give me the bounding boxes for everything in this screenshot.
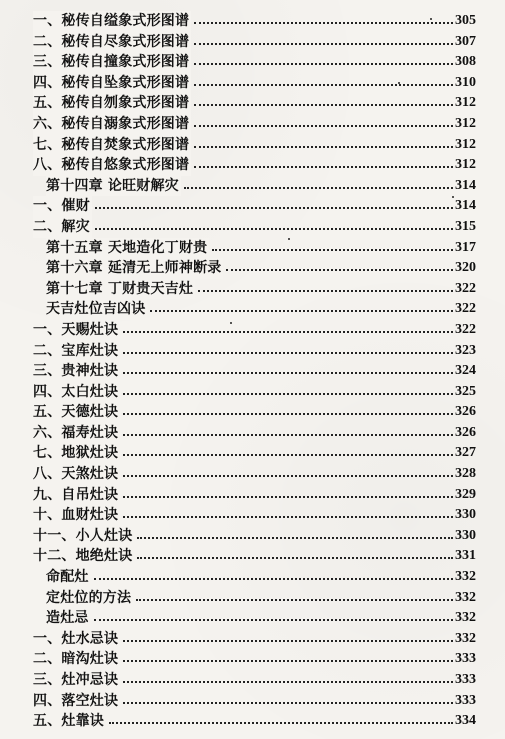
toc-entry-title: 十二、地绝灶诀 bbox=[33, 546, 134, 567]
toc-entry bbox=[0, 567, 505, 588]
toc-leader-dots bbox=[212, 249, 453, 251]
toc-leader-dots bbox=[194, 146, 453, 148]
toc-leader-dots bbox=[194, 166, 453, 168]
toc-page-number: 332 bbox=[455, 630, 476, 646]
toc-page-number: 326 bbox=[455, 404, 476, 420]
print-speck bbox=[398, 82, 400, 84]
toc-page-number: 333 bbox=[455, 692, 476, 708]
toc-page-number: 330 bbox=[455, 527, 476, 543]
toc-entry-title: 四、秘传自坠象式形图谱 bbox=[33, 73, 191, 94]
toc-page-number: 322 bbox=[455, 321, 476, 337]
toc-entry bbox=[0, 608, 505, 629]
toc-entry-title: 四、太白灶诀 bbox=[33, 382, 120, 403]
toc-entry bbox=[0, 52, 505, 73]
toc-entry bbox=[0, 217, 505, 238]
toc-entry bbox=[0, 320, 505, 341]
toc-entry bbox=[0, 176, 505, 197]
toc-entry-title: 四、落空灶诀 bbox=[33, 691, 120, 712]
toc-leader-dots bbox=[123, 352, 453, 354]
toc-leader-dots bbox=[194, 22, 453, 24]
toc-leader-dots bbox=[94, 578, 453, 580]
toc-leader-dots bbox=[123, 475, 453, 477]
toc-entry-title: 三、秘传自撞象式形图谱 bbox=[33, 52, 191, 73]
toc-entry-title: 一、催财 bbox=[33, 196, 92, 217]
toc-leader-dots bbox=[109, 722, 453, 724]
toc-entry bbox=[0, 649, 505, 670]
toc-page-number: 312 bbox=[455, 157, 476, 173]
toc-page-number: 333 bbox=[455, 651, 476, 667]
toc-entry bbox=[0, 238, 505, 259]
toc-entry bbox=[0, 464, 505, 485]
toc-leader-dots bbox=[123, 372, 453, 374]
toc-leader-dots bbox=[123, 660, 453, 662]
table-of-contents bbox=[0, 11, 505, 732]
toc-entry bbox=[0, 135, 505, 156]
toc-entry-title: 定灶位的方法 bbox=[46, 588, 133, 609]
toc-entry-title: 九、自吊灶诀 bbox=[33, 485, 120, 506]
toc-leader-dots bbox=[123, 434, 453, 436]
toc-entry-title: 第十六章 延清无上师神断录 bbox=[46, 258, 223, 279]
toc-leader-dots bbox=[194, 84, 453, 86]
toc-entry-title: 二、宝库灶诀 bbox=[33, 341, 120, 362]
toc-entry bbox=[0, 299, 505, 320]
toc-entry bbox=[0, 114, 505, 135]
toc-leader-dots bbox=[150, 310, 453, 312]
toc-leader-dots bbox=[194, 125, 453, 127]
toc-leader-dots bbox=[137, 537, 453, 539]
toc-leader-dots bbox=[137, 557, 453, 559]
toc-leader-dots bbox=[198, 290, 453, 292]
toc-leader-dots bbox=[123, 681, 453, 683]
toc-page-number: 312 bbox=[455, 115, 476, 131]
toc-entry bbox=[0, 443, 505, 464]
toc-page-number: 333 bbox=[455, 672, 476, 687]
toc-leader-dots bbox=[123, 496, 453, 498]
toc-entry-title: 一、灶水忌诀 bbox=[33, 629, 120, 650]
toc-page-number: 332 bbox=[455, 589, 476, 605]
toc-page-number: 329 bbox=[455, 486, 476, 502]
toc-entry-title: 第十七章 丁财贵天吉灶 bbox=[46, 279, 195, 300]
toc-entry bbox=[0, 629, 505, 650]
toc-page-number: 310 bbox=[455, 74, 476, 90]
print-speck bbox=[430, 18, 432, 20]
toc-leader-dots bbox=[95, 228, 453, 230]
toc-page-number: 325 bbox=[455, 383, 476, 399]
toc-entry bbox=[0, 279, 505, 300]
toc-leader-dots bbox=[194, 104, 453, 106]
toc-entry-title: 五、天德灶诀 bbox=[33, 402, 120, 423]
toc-page-number: 327 bbox=[455, 445, 476, 461]
toc-entry-title: 六、福寿灶诀 bbox=[33, 423, 120, 444]
toc-leader-dots bbox=[123, 702, 453, 704]
toc-page-number: 328 bbox=[455, 466, 476, 482]
toc-entry-title: 天吉灶位吉凶诀 bbox=[46, 299, 147, 320]
toc-entry bbox=[0, 382, 505, 403]
toc-entry bbox=[0, 196, 505, 217]
toc-entry-title: 五、灶靠诀 bbox=[33, 711, 106, 732]
toc-leader-dots bbox=[123, 516, 453, 518]
toc-entry bbox=[0, 505, 505, 526]
toc-page-number: 332 bbox=[455, 569, 476, 585]
toc-entry-title: 二、解灾 bbox=[33, 217, 92, 238]
toc-page-number: 308 bbox=[455, 54, 476, 70]
toc-entry bbox=[0, 423, 505, 444]
toc-entry-title: 第十四章 论旺财解灾 bbox=[46, 176, 181, 197]
toc-entry-title: 七、地狱灶诀 bbox=[33, 443, 120, 464]
toc-entry-title: 五、秘传自刎象式形图谱 bbox=[33, 93, 191, 114]
toc-page-number: 334 bbox=[455, 713, 476, 729]
toc-leader-dots bbox=[123, 393, 453, 395]
toc-page-number: 314 bbox=[455, 198, 476, 214]
toc-page-number: 314 bbox=[455, 177, 476, 193]
toc-leader-dots bbox=[95, 207, 453, 209]
toc-entry bbox=[0, 258, 505, 279]
toc-entry-title: 三、灶冲忌诀 bbox=[33, 670, 120, 691]
toc-entry bbox=[0, 546, 505, 567]
toc-entry bbox=[0, 32, 505, 53]
toc-leader-dots bbox=[123, 413, 453, 415]
toc-page-number: 322 bbox=[455, 280, 476, 296]
toc-page-number: 320 bbox=[455, 260, 476, 276]
toc-entry bbox=[0, 691, 505, 712]
toc-page-number: 330 bbox=[455, 507, 476, 523]
toc-leader-dots bbox=[194, 63, 453, 65]
toc-page-number: 326 bbox=[455, 424, 476, 440]
toc-entry-title: 三、贵神灶诀 bbox=[33, 361, 120, 382]
toc-leader-dots bbox=[194, 43, 453, 45]
toc-entry-title: 七、秘传自焚象式形图谱 bbox=[33, 135, 191, 156]
toc-page-number: 322 bbox=[455, 301, 476, 317]
toc-page-number: 305 bbox=[455, 13, 476, 28]
toc-page-number: 323 bbox=[455, 342, 476, 358]
toc-leader-dots bbox=[136, 599, 453, 601]
toc-leader-dots bbox=[123, 454, 453, 456]
print-speck bbox=[230, 322, 232, 324]
toc-page-number: 331 bbox=[455, 548, 476, 564]
toc-entry-title: 一、天赐灶诀 bbox=[33, 320, 120, 341]
toc-entry-title: 十、血财灶诀 bbox=[33, 505, 120, 526]
toc-entry bbox=[0, 402, 505, 423]
toc-leader-dots bbox=[123, 331, 453, 333]
toc-entry bbox=[0, 361, 505, 382]
toc-entry-title: 命配灶 bbox=[46, 567, 91, 588]
toc-entry bbox=[0, 11, 505, 32]
toc-page-number: 315 bbox=[455, 218, 476, 234]
toc-page-number: 324 bbox=[455, 363, 476, 379]
toc-entry-title: 二、秘传自尽象式形图谱 bbox=[33, 32, 191, 53]
toc-entry bbox=[0, 588, 505, 609]
toc-entry bbox=[0, 155, 505, 176]
toc-entry bbox=[0, 485, 505, 506]
toc-entry bbox=[0, 670, 505, 691]
toc-page-number: 312 bbox=[455, 136, 476, 152]
toc-entry-title: 第十五章 天地造化丁财贵 bbox=[46, 238, 209, 259]
toc-entry-title: 八、秘传自悠象式形图谱 bbox=[33, 155, 191, 176]
toc-entry bbox=[0, 73, 505, 94]
toc-entry bbox=[0, 526, 505, 547]
toc-entry bbox=[0, 93, 505, 114]
toc-entry-title: 八、天煞灶诀 bbox=[33, 464, 120, 485]
toc-page-number: 317 bbox=[455, 239, 476, 255]
toc-entry bbox=[0, 711, 505, 732]
print-speck bbox=[288, 238, 290, 240]
toc-page-number: 332 bbox=[455, 610, 476, 626]
toc-leader-dots bbox=[184, 187, 453, 189]
toc-entry-title: 一、秘传自缢象式形图谱 bbox=[33, 11, 191, 32]
toc-entry-title: 六、秘传自溺象式形图谱 bbox=[33, 114, 191, 135]
print-speck bbox=[452, 196, 454, 198]
toc-entry-title: 十一、小人灶诀 bbox=[33, 526, 134, 547]
toc-leader-dots bbox=[226, 269, 453, 271]
toc-entry bbox=[0, 341, 505, 362]
toc-entry-title: 造灶忌 bbox=[46, 608, 91, 629]
toc-leader-dots bbox=[123, 640, 453, 642]
toc-entry-title: 二、暗沟灶诀 bbox=[33, 649, 120, 670]
toc-leader-dots bbox=[94, 619, 453, 621]
toc-page-number: 312 bbox=[455, 95, 476, 111]
toc-page-number: 307 bbox=[455, 33, 476, 49]
